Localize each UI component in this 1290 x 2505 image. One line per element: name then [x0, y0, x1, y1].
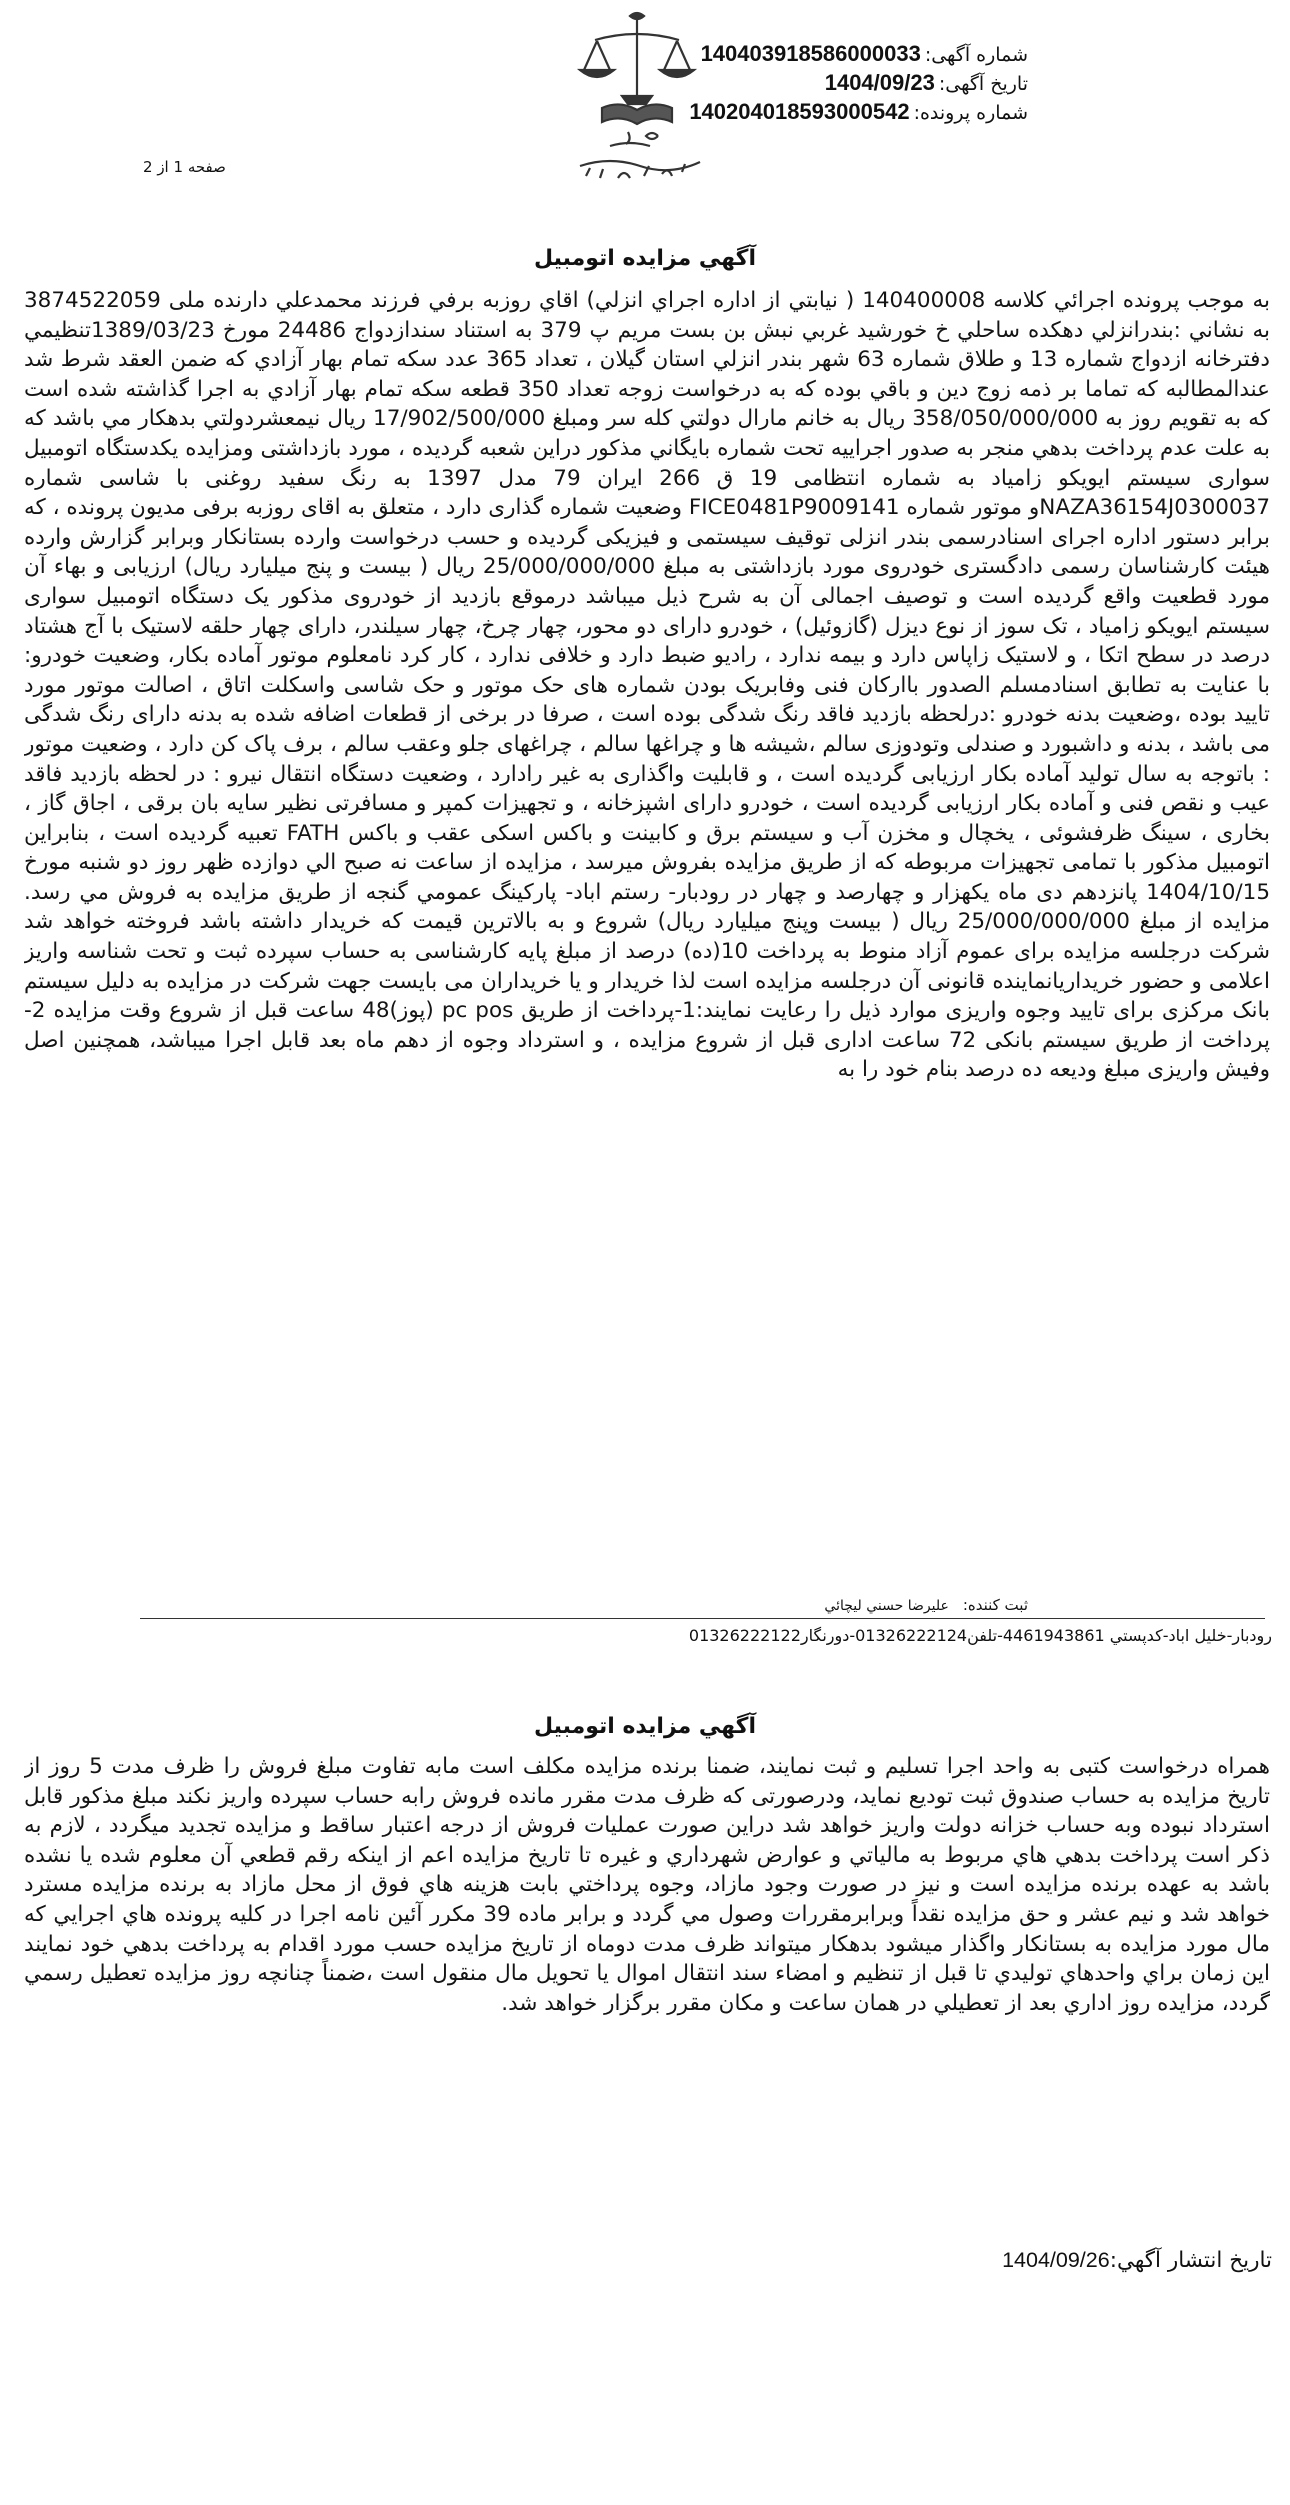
- notice-number-row: [689, 40, 1028, 69]
- notice-date-label: تاریخ آگهی:: [938, 73, 1028, 95]
- case-number: 140204018593000542: [689, 99, 910, 124]
- registrar-label: ثبت كننده:: [962, 1596, 1028, 1614]
- case-number-row: [689, 98, 1028, 127]
- office-address: رودبار-خليل اباد-كدپستي 4461943861-تلفن01326222124-دورنگار01326222122: [688, 1626, 1272, 1645]
- notice-title-1: آگهي مزايده اتومبيل: [533, 246, 757, 271]
- registrar-name: عليرضا حسني ليچائي: [824, 1598, 949, 1614]
- notice-number-label: شماره آگهی:: [924, 44, 1028, 66]
- notice-title-2: آگهي مزايده اتومبيل: [533, 1714, 757, 1739]
- notice-body-1: به موجب پرونده اجرائي كلاسه 140400008 ( نيابتي از اداره اجراي انزلي) اقاي روزبه برفي فرزند محمدعلي دارنده ملی 3874522059 به نشاني :بندرانزلي دهكده ساحلي خ خورشيد غربي نبش بن بست مريم پ 379 به استناد سندازدواج 24486 مورخ 1389/03/23تنظيمي دفترخانه ازدواج شماره 13 و طلاق شماره 63 شهر بندر انزلي استان گيلان ، تعداد 365 عدد سكه تمام بهار آزادي كه ضمن العقد شرط شد عندالمطالبه كه تماما بر ذمه زوج دين و باقي بوده كه به درخواست زوجه تعداد 350 قطعه سكه تمام بهار آزادي به اجرا گذاشته شده است كه به تقويم روز به 358/050/000/000 ريال به خانم مارال دولتي كله سر ومبلغ 17/902/500/000 ريال نيمعشردولتي بدهكار مي باشد كه به علت عدم پرداخت بدهي منجر به صدور اجراييه تحت شماره بايگاني مذكور دراين شعبه گرديده ، مورد بازداشتی ومزایده یکدستگاه اتومبیل سواری سیستم ایویکو زامیاد به شماره انتظامی 19 ق 266 ایران 79 مدل 1397 به رنگ سفید روغنی با شاسی شماره NAZA36154J0300037و موتور شماره FICE0481P9009141 وضعیت شماره گذاری دارد ، متعلق به اقای روزبه برفی مدیون پرونده ، که برابر دستور اداره اجرای اسنادرسمی بندر انزلی توقیف سیستمی و فیزیکی گردیده و حسب درخواست وارده بستانکار وبرابر گزارش وارده هیئت کارشناسان رسمی دادگستری خودروی مورد بازداشتی به مبلغ 25/000/000/000 ریال ( بیست و پنج میلیارد ریال) ارزیابی و بهاء آن مورد قطعیت واقع گردیده است و توصیف اجمالی آن به شرح ذیل میباشد درموقع بازدید از خودروی مذکور یک دستگاه اتومبیل سواری سیستم ایویکو زامیاد ، تک سوز از نوع دیزل (گازوئیل) ، خودرو دارای دو محور، چهار چرخ، چهار سیلندر، دارای چهار حلقه لاستیک با آج هشتاد درصد در سطح اتکا ، و لاستیک زاپاس دارد و بیمه ندارد ، رادیو ضبط دارد و خلافی ندارد ، کار کرد نامعلوم موتور آماده بکار، وضعیت خودرو: با عنایت به تطابق اسنادمسلم الصدور باارکان فنی وفابریک بودن شماره های حک موتور و حک شاسی واسکلت اتاق ، اصالت موتور مورد تایید بوده ،وضعیت بدنه خودرو :درلحظه بازدید فاقد رنگ شدگی بوده است ، صرفا در برخی از قطعات اضافه شده به بدنه دارای رنگ شدگی می باشد ، بدنه و داشبورد و صندلی وتودوزی سالم ،شیشه ها و چراغها سالم ، چراغهای جلو وعقب سالم ، برف پاک کن دارد ، وضعیت موتور : باتوجه به سال تولید آماده بکار ارزیابی گردیده است ، و قابلیت واگذاری به غیر رادارد ، وضعیت دستگاه انتقال نیرو : در لحظه بازدید فاقد عیب و نقص فنی و آماده بکار ارزیابی گردیده است ، خودرو دارای اشپزخانه ، و تجهیزات کمپر و مسافرتی نظیر سایه بان برقی ، اجاق گاز ، بخاری ، سینگ ظرفشوئی ، یخچال و مخزن آب و سیستم برق و کابینت و باکس اسکی عقب و باکس FATH تعبیه گردیده است ، بنابراین اتومبیل مذکور با تمامی تجهیزات مربوطه که از طریق مزایده بفروش میرسد ، مزایده از ساعت نه صبح الي دوازده ظهر روز دو شنبه مورخ 1404/10/15 پانزدهم دی ماه یکهزار و چهارصد و چهار در رودبار- رستم اباد- پارکینگ عمومي گنجه از طريق مزايده به فروش مي رسد. مزايده از مبلغ 25/000/000/000 ریال ( بیست وپنج میلیارد ریال) شروع و به بالاترين قيمت كه خريدار داشته باشد فروخته خواهد شد شرکت درجلسه مزایده برای عموم آزاد منوط به پرداخت 10(ده) درصد از مبلغ پایه کارشناسی به حساب سپرده ثبت و تحت شناسه واریز اعلامی و حضور خریداریانماینده قانونی آن درجلسه مزایده است لذا خریدار و یا خریداران می بایست جهت شرکت در مزایده به دلیل سیستم بانک مرکزی برای تایید وجوه واریزی موارد ذیل را رعایت نمایند:1-پرداخت از طریق pc pos (پوز)48 ساعت قبل از شروع وقت مزایده 2- پرداخت از طریق سیستم بانکی 72 ساعت اداری قبل از شروع مزایده ، و استرداد وجوه از دهم ماه بعد قابل اجرا میباشد، همچنین اصل وفیش واریزی مبلغ ودیعه ده درصد بنام خود را به: [24, 288, 1270, 1083]
- notice-meta: [689, 40, 1028, 127]
- publish-date-row: [1002, 2248, 1272, 2273]
- notice-body-2: همراه درخواست کتبی به واحد اجرا تسلیم و ثبت نمایند، ضمنا برنده مزایده مکلف است مابه تفاوت مبلغ فروش را ظرف مدت 5 روز از تاریخ مزایده به حساب صندوق ثبت تودیع نماید، ودرصورتی که ظرف مدت مقرر مانده فروش رابه حساب سپرده واریز نکند مبلغ مذکور قابل استرداد نبوده وبه حساب خزانه دولت واریز خواهد شد دراین صورت عملیات فروش از درجه اعتبار ساقط و مزایده تجدید میگردد ، لازم به ذكر است پرداخت بدهي هاي مربوط به مالياتي و عوارض شهرداري و غيره تا تاريخ مزايده اعم از اينكه رقم قطعي آن معلوم شده يا نشده باشد به عهده برنده مزايده است و نيز در صورت وجود مازاد، وجوه پرداختي بابت هزينه هاي فوق از محل مازاد به برنده مزايده مسترد خواهد شد و نيم عشر و حق مزايده نقداً وبرابرمقررات وصول مي گردد و برابر ماده 39 مكرر آئين نامه اجرا در كليه پرونده هاي اجرايي كه مال مورد مزايده به بستانكار واگذار ميشود بدهكار ميتواند ظرف مدت دوماه از تاريخ مزايده حسب مورد اقدام به پرداخت بدهي خود نمايند اين زمان براي واحدهاي توليدي تا قبل از تنظيم و امضاء سند انتقال اموال يا تحويل مال منقول است ،ضمناً چنانچه روز مزايده تعطيل رسمي گردد، مزايده روز اداري بعد از تعطيلي در همان ساعت و مكان مقرر برگزار خواهد شد.: [24, 1754, 1270, 2016]
- publish-date: 1404/09/26: [1002, 2248, 1110, 2272]
- notice-date-row: [689, 69, 1028, 98]
- notice-date: 1404/09/23: [824, 70, 935, 95]
- case-number-label: شماره پرونده:: [913, 102, 1028, 124]
- page-number: صفحه 1 از 2: [143, 158, 226, 176]
- publish-date-label: تاريخ انتشار آگهي:: [1109, 2248, 1272, 2273]
- divider-line: [140, 1618, 1265, 1619]
- judiciary-emblem-logo: [540, 8, 735, 183]
- registrar-signature: [824, 1596, 1028, 1614]
- notice-number: 140403918586000033: [700, 41, 921, 66]
